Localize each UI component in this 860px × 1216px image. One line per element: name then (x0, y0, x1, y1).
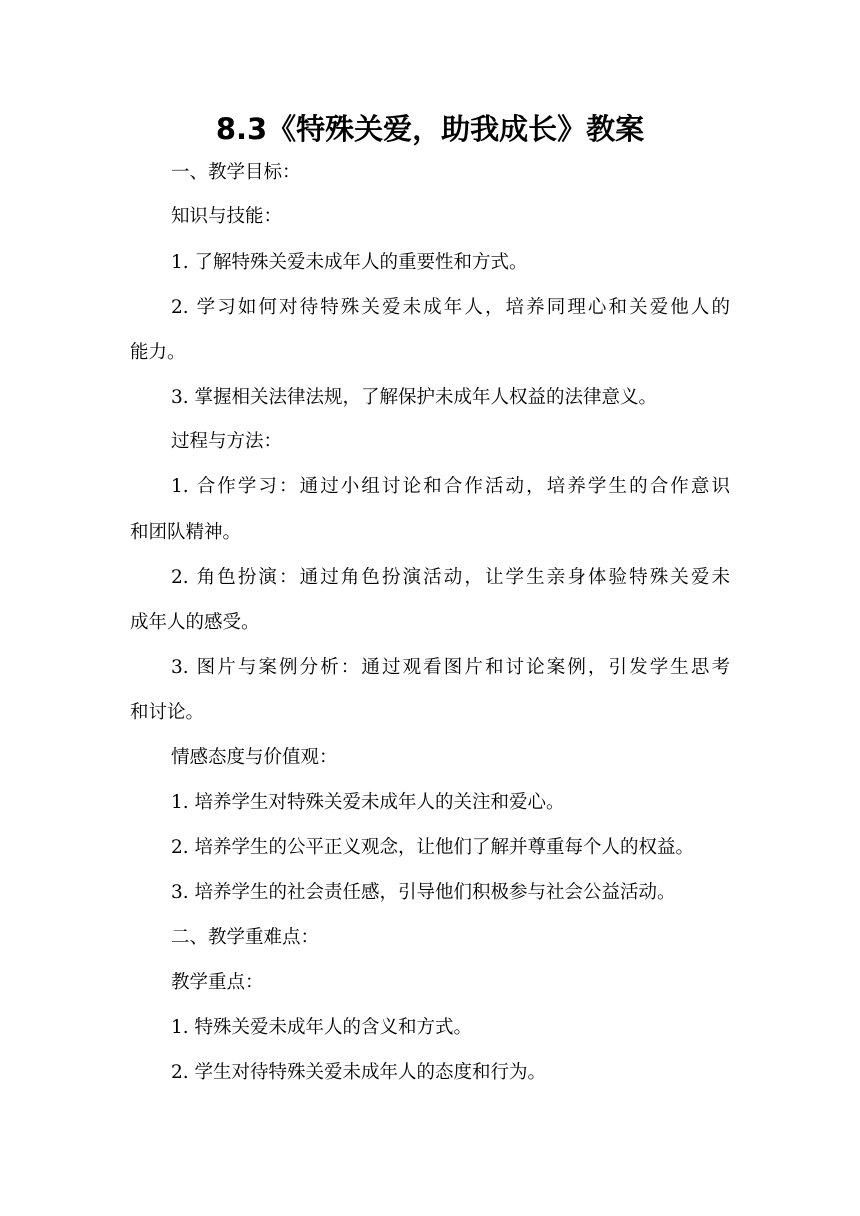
section-heading-key-points: 二、教学重难点： (171, 927, 320, 948)
list-item-continuation: 能力。 (130, 342, 186, 363)
list-item: 3. 图片与案例分析：通过观看图片和讨论案例，引发学生思考 (171, 657, 730, 678)
section-heading-objectives: 一、教学目标： (171, 162, 301, 183)
list-item: 2. 学生对待特殊关爱未成年人的态度和行为。 (171, 1062, 547, 1083)
list-item: 2. 学习如何对待特殊关爱未成年人，培养同理心和关爱他人的 (171, 297, 730, 318)
list-item: 1. 特殊关爱未成年人的含义和方式。 (171, 1017, 473, 1038)
list-item-continuation: 和团队精神。 (130, 522, 242, 543)
list-item-continuation: 和讨论。 (130, 702, 205, 723)
list-item: 3. 培养学生的社会责任感，引导他们积极参与社会公益活动。 (171, 882, 676, 903)
list-item: 3. 掌握相关法律法规，了解保护未成年人权益的法律意义。 (171, 387, 658, 408)
document-title: 8.3《特殊关爱，助我成长》教案 (215, 112, 645, 146)
list-item: 1. 了解特殊关爱未成年人的重要性和方式。 (171, 252, 528, 273)
list-item: 2. 培养学生的公平正义观念，让他们了解并尊重每个人的权益。 (171, 837, 695, 858)
list-item-continuation: 成年人的感受。 (130, 612, 260, 633)
list-item: 2. 角色扮演：通过角色扮演活动，让学生亲身体验特殊关爱未 (171, 567, 730, 588)
list-item: 1. 合作学习：通过小组讨论和合作活动，培养学生的合作意识 (171, 476, 730, 497)
subheading-process-methods: 过程与方法： (171, 431, 283, 452)
subheading-knowledge-skills: 知识与技能： (171, 206, 283, 227)
subheading-teaching-focus: 教学重点： (171, 972, 264, 993)
subheading-attitudes-values: 情感态度与价值观： (171, 747, 338, 768)
list-item: 1. 培养学生对特殊关爱未成年人的关注和爱心。 (171, 792, 565, 813)
